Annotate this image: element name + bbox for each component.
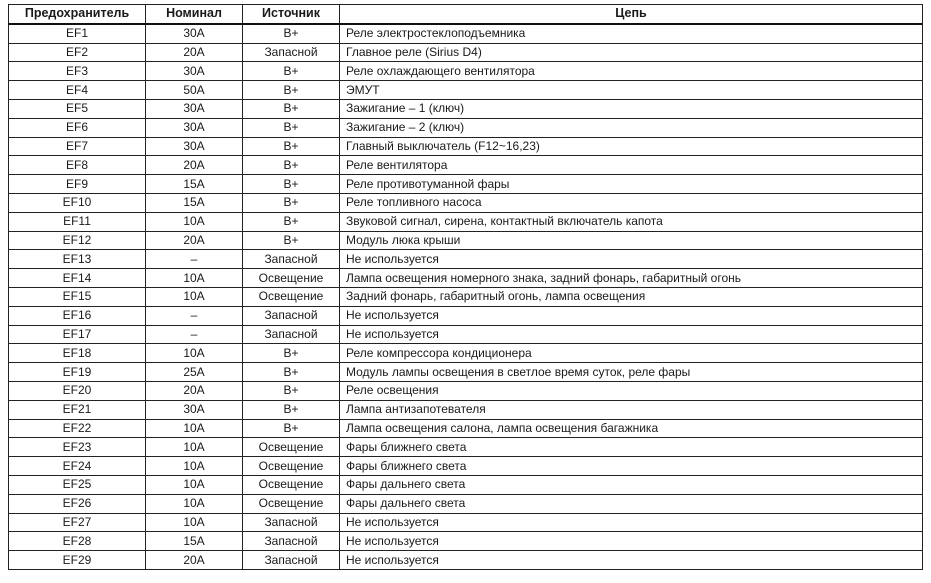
rating-cell: – xyxy=(146,306,243,325)
source-cell: Запасной xyxy=(243,325,340,344)
rating-cell: 10A xyxy=(146,457,243,476)
rating-cell: 10A xyxy=(146,419,243,438)
header-source: Источник xyxy=(243,5,340,24)
fuse-cell: EF28 xyxy=(9,532,146,551)
header-fuse: Предохранитель xyxy=(9,5,146,24)
fuse-cell: EF21 xyxy=(9,400,146,419)
circuit-cell: Модуль лампы освещения в светлое время суток, реле фары xyxy=(340,363,923,382)
circuit-cell: Реле электростеклоподъемника xyxy=(340,24,923,43)
fuse-cell: EF18 xyxy=(9,344,146,363)
source-cell: B+ xyxy=(243,137,340,156)
rating-cell: 15A xyxy=(146,175,243,194)
fuse-cell: EF10 xyxy=(9,193,146,212)
fuse-cell: EF1 xyxy=(9,24,146,43)
source-cell: Освещение xyxy=(243,457,340,476)
source-cell: B+ xyxy=(243,118,340,137)
rating-cell: 20A xyxy=(146,381,243,400)
fuse-cell: EF7 xyxy=(9,137,146,156)
circuit-cell: Реле вентилятора xyxy=(340,156,923,175)
circuit-cell: Задний фонарь, габаритный огонь, лампа освещения xyxy=(340,287,923,306)
circuit-cell: Модуль люка крыши xyxy=(340,231,923,250)
circuit-cell: Лампа освещения номерного знака, задний фонарь, габаритный огонь xyxy=(340,269,923,288)
table-row xyxy=(9,325,923,344)
circuit-cell: Фары дальнего света xyxy=(340,494,923,513)
fuse-cell: EF19 xyxy=(9,363,146,382)
fuse-table xyxy=(8,4,923,570)
table-row xyxy=(9,344,923,363)
rating-cell: 50A xyxy=(146,81,243,100)
rating-cell: 10A xyxy=(146,344,243,363)
fuse-cell: EF26 xyxy=(9,494,146,513)
circuit-cell: Звуковой сигнал, сирена, контактный включатель капота xyxy=(340,212,923,231)
table-row xyxy=(9,99,923,118)
source-cell: Запасной xyxy=(243,43,340,62)
source-cell: B+ xyxy=(243,62,340,81)
table-row xyxy=(9,419,923,438)
fuse-cell: EF2 xyxy=(9,43,146,62)
circuit-cell: Лампа антизапотевателя xyxy=(340,400,923,419)
rating-cell: 20A xyxy=(146,231,243,250)
fuse-cell: EF9 xyxy=(9,175,146,194)
rating-cell: 10A xyxy=(146,212,243,231)
circuit-cell: Главный выключатель (F12~16,23) xyxy=(340,137,923,156)
rating-cell: 20A xyxy=(146,43,243,62)
source-cell: B+ xyxy=(243,81,340,100)
source-cell: Запасной xyxy=(243,532,340,551)
fuse-cell: EF27 xyxy=(9,513,146,532)
circuit-cell: Главное реле (Sirius D4) xyxy=(340,43,923,62)
fuse-cell: EF25 xyxy=(9,475,146,494)
source-cell: Освещение xyxy=(243,494,340,513)
fuse-cell: EF17 xyxy=(9,325,146,344)
rating-cell: – xyxy=(146,250,243,269)
fuse-cell: EF5 xyxy=(9,99,146,118)
circuit-cell: Фары ближнего света xyxy=(340,457,923,476)
table-row xyxy=(9,306,923,325)
source-cell: B+ xyxy=(243,99,340,118)
source-cell: B+ xyxy=(243,363,340,382)
source-cell: B+ xyxy=(243,156,340,175)
table-row xyxy=(9,24,923,43)
table-row xyxy=(9,475,923,494)
table-row xyxy=(9,62,923,81)
fuse-cell: EF16 xyxy=(9,306,146,325)
source-cell: Освещение xyxy=(243,269,340,288)
fuse-cell: EF8 xyxy=(9,156,146,175)
table-row xyxy=(9,400,923,419)
rating-cell: 30A xyxy=(146,62,243,81)
table-row xyxy=(9,212,923,231)
table-row xyxy=(9,532,923,551)
rating-cell: 10A xyxy=(146,269,243,288)
rating-cell: 10A xyxy=(146,287,243,306)
fuse-cell: EF11 xyxy=(9,212,146,231)
source-cell: Запасной xyxy=(243,306,340,325)
source-cell: Освещение xyxy=(243,287,340,306)
circuit-cell: Лампа освещения салона, лампа освещения багажника xyxy=(340,419,923,438)
rating-cell: 30A xyxy=(146,118,243,137)
circuit-cell: Не используется xyxy=(340,513,923,532)
source-cell: Запасной xyxy=(243,250,340,269)
rating-cell: 30A xyxy=(146,24,243,43)
source-cell: B+ xyxy=(243,400,340,419)
fuse-cell: EF14 xyxy=(9,269,146,288)
table-row xyxy=(9,269,923,288)
rating-cell: 30A xyxy=(146,137,243,156)
rating-cell: 10A xyxy=(146,438,243,457)
circuit-cell: Реле компрессора кондиционера xyxy=(340,344,923,363)
source-cell: B+ xyxy=(243,419,340,438)
header-rating: Номинал xyxy=(146,5,243,24)
table-row xyxy=(9,494,923,513)
rating-cell: 25A xyxy=(146,363,243,382)
table-row xyxy=(9,287,923,306)
table-body xyxy=(9,24,923,570)
rating-cell: 15A xyxy=(146,532,243,551)
source-cell: B+ xyxy=(243,193,340,212)
circuit-cell: Реле противотуманной фары xyxy=(340,175,923,194)
table-row xyxy=(9,81,923,100)
source-cell: B+ xyxy=(243,212,340,231)
table-row xyxy=(9,43,923,62)
fuse-table-container xyxy=(8,4,923,570)
fuse-cell: EF3 xyxy=(9,62,146,81)
fuse-cell: EF6 xyxy=(9,118,146,137)
circuit-cell: Зажигание – 1 (ключ) xyxy=(340,99,923,118)
table-row xyxy=(9,137,923,156)
circuit-cell: Зажигание – 2 (ключ) xyxy=(340,118,923,137)
circuit-cell: Реле топливного насоса xyxy=(340,193,923,212)
source-cell: B+ xyxy=(243,381,340,400)
fuse-cell: EF13 xyxy=(9,250,146,269)
fuse-cell: EF23 xyxy=(9,438,146,457)
source-cell: Освещение xyxy=(243,475,340,494)
source-cell: B+ xyxy=(243,175,340,194)
circuit-cell: Фары ближнего света xyxy=(340,438,923,457)
rating-cell: 10A xyxy=(146,513,243,532)
table-row xyxy=(9,250,923,269)
source-cell: Освещение xyxy=(243,438,340,457)
circuit-cell: Не используется xyxy=(340,325,923,344)
header-row xyxy=(9,5,923,24)
table-row xyxy=(9,363,923,382)
fuse-cell: EF15 xyxy=(9,287,146,306)
table-row xyxy=(9,551,923,570)
circuit-cell: Реле охлаждающего вентилятора xyxy=(340,62,923,81)
fuse-cell: EF4 xyxy=(9,81,146,100)
fuse-cell: EF22 xyxy=(9,419,146,438)
table-row xyxy=(9,513,923,532)
rating-cell: 20A xyxy=(146,156,243,175)
rating-cell: 10A xyxy=(146,475,243,494)
table-row xyxy=(9,457,923,476)
rating-cell: 15A xyxy=(146,193,243,212)
rating-cell: 10A xyxy=(146,494,243,513)
rating-cell: – xyxy=(146,325,243,344)
table-row xyxy=(9,156,923,175)
fuse-cell: EF12 xyxy=(9,231,146,250)
header-circuit: Цепь xyxy=(340,5,923,24)
fuse-cell: EF29 xyxy=(9,551,146,570)
rating-cell: 20A xyxy=(146,551,243,570)
table-row xyxy=(9,231,923,250)
table-row xyxy=(9,175,923,194)
table-row xyxy=(9,193,923,212)
source-cell: Запасной xyxy=(243,551,340,570)
source-cell: B+ xyxy=(243,344,340,363)
fuse-cell: EF20 xyxy=(9,381,146,400)
circuit-cell: Не используется xyxy=(340,250,923,269)
rating-cell: 30A xyxy=(146,99,243,118)
source-cell: Запасной xyxy=(243,513,340,532)
circuit-cell: Реле освещения xyxy=(340,381,923,400)
circuit-cell: Не используется xyxy=(340,551,923,570)
source-cell: B+ xyxy=(243,231,340,250)
rating-cell: 30A xyxy=(146,400,243,419)
fuse-cell: EF24 xyxy=(9,457,146,476)
circuit-cell: Фары дальнего света xyxy=(340,475,923,494)
table-row xyxy=(9,438,923,457)
circuit-cell: ЭМУТ xyxy=(340,81,923,100)
source-cell: B+ xyxy=(243,24,340,43)
table-row xyxy=(9,118,923,137)
circuit-cell: Не используется xyxy=(340,532,923,551)
circuit-cell: Не используется xyxy=(340,306,923,325)
table-row xyxy=(9,381,923,400)
